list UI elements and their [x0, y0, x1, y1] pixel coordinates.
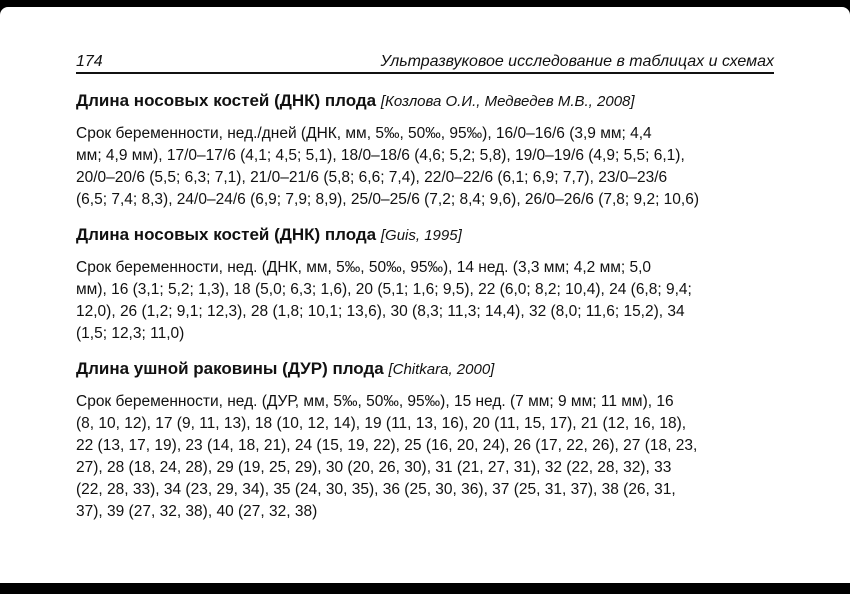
body-line: (22, 28, 33), 34 (23, 29, 34), 35 (24, 30, 35), 36 (25, 30, 36), 37 (25, 31, 37), 38 (26, 31, — [76, 481, 676, 498]
body-line: 20/0–20/6 (5,5; 6,3; 7,1), 21/0–21/6 (5,8; 6,6; 7,4), 22/0–22/6 (6,1; 6,9; 7,7), 23/0–23/6 — [76, 169, 668, 186]
body-line: мм), 16 (3,1; 5,2; 1,3), 18 (5,0; 6,3; 1,6), 20 (5,1; 1,6; 9,5), 22 (6,0; 8,2; 10,4), 24 (6,8; 9,4; — [76, 281, 692, 298]
body-line: Срок беременности, нед. (ДНК, мм, 5‰, 50‰, 95‰), 14 нед. (3,3 мм; 4,2 мм; 5,0 — [76, 259, 652, 276]
section-title: Длина носовых костей (ДНК) плода — [76, 91, 377, 110]
document-page — [0, 7, 850, 583]
section-ear-length-chitkara — [76, 358, 776, 523]
header-rule — [76, 72, 774, 74]
section-heading — [76, 358, 776, 381]
body-line: Срок беременности, нед. (ДУР, мм, 5‰, 50‰, 95‰), 15 нед. (7 мм; 9 мм; 11 мм), 16 — [76, 393, 674, 410]
section-source: [Guis, 1995] — [380, 227, 462, 244]
body-line: (1,5; 12,3; 11,0) — [76, 325, 185, 342]
section-source: [Chitkara, 2000] — [388, 361, 495, 378]
section-body — [76, 257, 776, 345]
body-line: 12,0), 26 (1,2; 9,1; 12,3), 28 (1,8; 10,1; 13,6), 30 (8,3; 11,3; 14,4), 32 (8,0; 11,6; 15,2), 34 — [76, 303, 685, 320]
section-body — [76, 391, 776, 523]
body-line: 22 (13, 17, 19), 23 (14, 18, 21), 24 (15, 19, 22), 25 (16, 20, 24), 26 (17, 22, 26), 27 (18, 23, — [76, 437, 698, 454]
section-nasal-bone-guis — [76, 224, 776, 345]
section-heading — [76, 224, 776, 247]
body-line: 37), 39 (27, 32, 38), 40 (27, 32, 38) — [76, 503, 318, 520]
running-title: Ультразвуковое исследование в таблицах и схемах — [380, 53, 774, 70]
section-title: Длина носовых костей (ДНК) плода — [76, 225, 377, 244]
body-line: 27), 28 (18, 24, 28), 29 (19, 25, 29), 30 (20, 26, 30), 31 (21, 27, 31), 32 (22, 28, 32), 33 — [76, 459, 672, 476]
body-line: (6,5; 7,4; 8,3), 24/0–24/6 (6,9; 7,9; 8,9), 25/0–25/6 (7,2; 8,4; 9,6), 26/0–26/6 (7,8; 9,2; 10,6) — [76, 191, 700, 208]
page-header — [76, 52, 774, 74]
section-nasal-bone-kozlova — [76, 90, 776, 211]
section-source: [Козлова О.И., Медведев М.В., 2008] — [380, 93, 635, 110]
section-title: Длина ушной раковины (ДУР) плода — [76, 359, 384, 378]
page-number: 174 — [76, 53, 103, 70]
body-line: мм; 4,9 мм), 17/0–17/6 (4,1; 4,5; 5,1), 18/0–18/6 (4,6; 5,2; 5,8), 19/0–19/6 (4,9; 5,5; 6,1), — [76, 147, 685, 164]
body-line: Срок беременности, нед./дней (ДНК, мм, 5‰, 50‰, 95‰), 16/0–16/6 (3,9 мм; 4,4 — [76, 125, 652, 142]
page-content — [76, 90, 776, 523]
section-heading — [76, 90, 776, 113]
body-line: (8, 10, 12), 17 (9, 11, 13), 18 (10, 12, 14), 19 (11, 13, 16), 20 (11, 15, 17), 21 (12, 16, 18), — [76, 415, 687, 432]
section-body — [76, 123, 776, 211]
